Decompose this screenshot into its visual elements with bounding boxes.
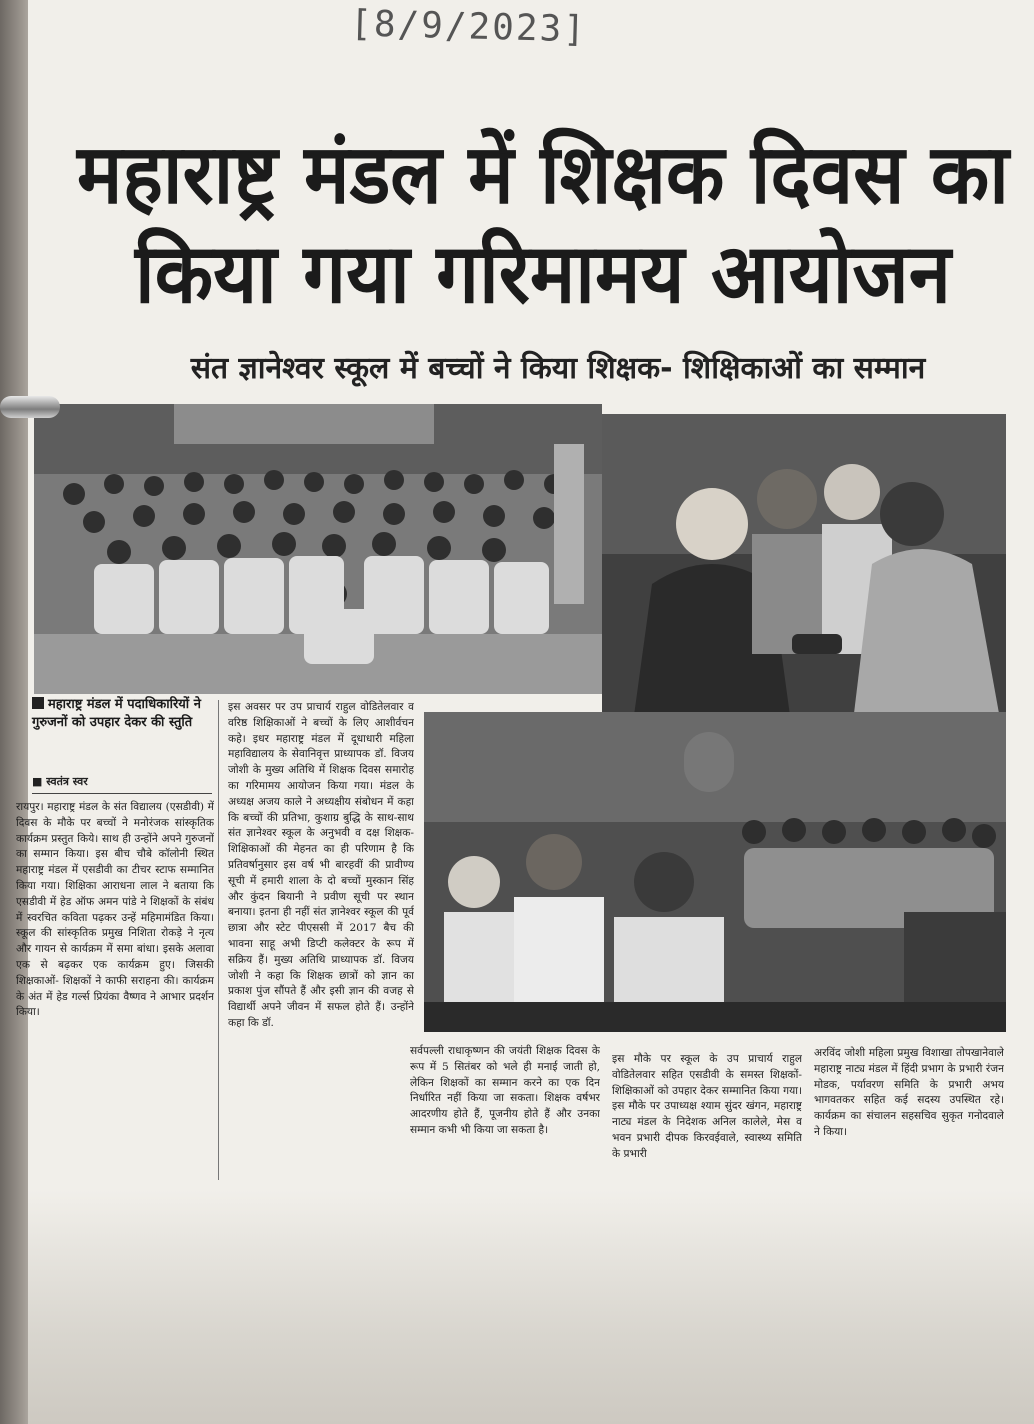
newspaper-page — [16, 0, 1034, 1424]
page-bottom-shadow — [28, 1190, 1034, 1424]
article-column-1: रायपुर। महाराष्ट्र मंडल के संत विद्यालय (एसडीवी) में दिवस के मौके पर बच्चों ने मनोरंजक सांस्कृतिक कार्यक्रम प्रस्तुत किये। साथ ही उन्होंने अपने गुरुजनों का सम्मान किया। इस बीच चौबे कॉलोनी स्थित महाराष्ट्र मंडल में एसडीवी का टीचर स्टाफ सम्मानित किया गया। शिक्षिका आराधना लाल ने बताया कि एसडीवी में हेड ऑफ अमन पांडे ने शिक्षकों के संबंध में स्वरचित कविता पढ़कर उन्हें महिमामंडित किया। स्कूल की सांस्कृतिक प्रमुख निशिता रोकड़े ने नृत्य और गायन से कार्यक्रम में समा बांधा। इसके अलावा एक से बढ़कर एक कार्यक्रम हुए। जिसकी शिक्षकाओं- शिक्षकों ने काफी सराहना की। कार्यक्रम के अंत में हेड गर्ल्स प्रियंका वैष्णव ने आभार प्रदर्शन किया। — [16, 801, 214, 1019]
headline-line-1: महाराष्ट्र मंडल में शिक्षक दिवस का — [77, 125, 1009, 222]
article-column-2: इस अवसर पर उप प्राचार्य राहुल वोडितेलवार व वरिष्ठ शिक्षिकाओं ने बच्चों के लिए आशीर्वचन कहे। इधर महाराष्ट्र मंडल में दूधाधारी महिला महाविद्यालय के सेवानिवृत्त प्राध्यापक डॉ. विजय जोशी के मुख्य अतिथि में शिक्षक दिवस समारोह का गरिमामय आयोजन किया गया। मंडल के अध्यक्ष अजय काले ने अध्यक्षीय संबोधन में कहा कि बच्चों की प्रतिभा, कुशाग्र बुद्धि के साथ-साथ संत ज्ञानेश्वर स्कूल के अनुभवी व दक्ष शिक्षक- शिक्षिकाओं की मेहनत का ही परिणाम है कि प्रतिवर्षानुसार इस वर्ष भी बारहवीं की प्रावीण्य सूची में हमारी शाला के दो बच्चों मुस्कान सिंह और कुंदन बियानी ने प्रवीण सूची पर स्थान बनाया। इतना ही नहीं संत ज्ञानेश्वर स्कूल की पूर्व छात्रा और स्टेट पीएससी में 2017 बैच की भावना साहू अभी डिप्टी कलेक्टर के रूप में सक्रिय हैं। मुख्य अतिथि प्राध्यापक डॉ. विजय जोशी ने कहा कि शिक्षक छात्रों को ज्ञान का प्रकाश पुंज सौंपते हैं और इसी ज्ञान की वजह से विद्यार्थी अपने जीवन में सफल होते हैं। उन्होंने कहा कि डॉ. — [228, 701, 414, 1029]
article-column-3: सर्वपल्ली राधाकृष्णन की जयंती शिक्षक दिवस के रूप में 5 सितंबर को भले ही मनाई जाती हो, लेकिन शिक्षकों का सम्मान करने का एक दिन निर्धारित नहीं किया जा सकता। शिक्षक वर्षभर आदरणीय होते हैं, पूजनीय होते हैं और उनका सम्मान कभी भी किया जा सकता है। — [410, 1045, 600, 1136]
group-photo — [34, 404, 602, 694]
byline: ■ स्वतंत्र स्वर — [32, 774, 212, 794]
felicitation-photo-graphic — [602, 414, 1006, 730]
audience-photo-graphic — [424, 712, 1006, 1032]
audience-photo — [424, 712, 1006, 1032]
byline-text: स्वतंत्र स्वर — [46, 775, 88, 788]
article-column-4: इस मौके पर स्कूल के उप प्राचार्य राहुल वोडितेलवार सहित एसडीवी के समस्त शिक्षकों- शिक्षिकाओं को उपहार देकर सम्मानित किया गया। इस मौके पर उपाध्यक्ष श्याम सुंदर खंगन, महाराष्ट्र नाट्य मंडल के निदेशक अनिल कालेले, मेस व भवन प्रभारी दीपक किरवईवाले, स्वास्थ्य समिति के प्रभारी — [612, 1053, 802, 1160]
photo-caption-text: महाराष्ट्र मंडल में पदाधिकारियों ने गुरुजनों को उपहार देकर की स्तुति — [32, 697, 201, 730]
photo-caption — [32, 696, 218, 732]
headline-line-2: किया गया गरिमामय आयोजन — [135, 225, 951, 322]
headline — [58, 125, 1028, 324]
binder-ring — [0, 396, 60, 418]
subheadline: संत ज्ञानेश्वर स्कूल में बच्चों ने किया शिक्षक- शिक्षिकाओं का सम्मान — [190, 351, 926, 386]
group-photo-graphic — [34, 404, 602, 694]
felicitation-photo — [602, 414, 1006, 730]
article-column-5: अरविंद जोशी महिला प्रमुख विशाखा तोपखानेवाले महाराष्ट्र नाट्य मंडल में हिंदी प्रभाग के प्रभारी रंजन मोडक, पर्यावरण समिति के प्रभारी अभय भागवतकर सहित कई सदस्य उपस्थित रहे। कार्यक्रम का संचालन सहसचिव सुकृत गनोदवाले ने किया। — [814, 1047, 1004, 1138]
caption-marker-icon — [32, 697, 44, 709]
handwritten-date: [8/9/2023] — [349, 3, 588, 51]
column-rule-1 — [218, 700, 219, 1180]
